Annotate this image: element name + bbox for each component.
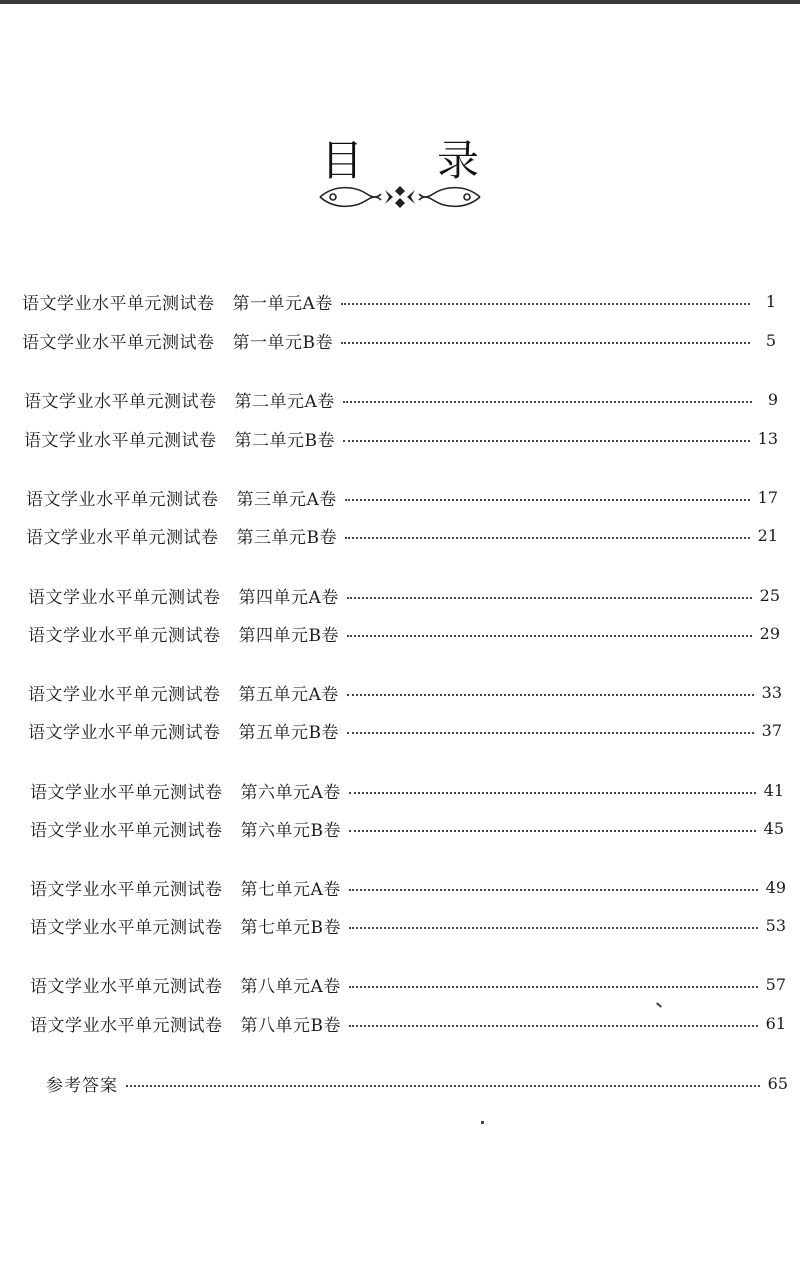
toc-page-number: 49 (765, 877, 786, 897)
toc-series: 语文学业水平单元测试卷 (30, 782, 223, 803)
dot-leader (349, 927, 758, 929)
toc-entry[interactable] (30, 813, 784, 843)
toc-unit: 第八单元A卷 (240, 976, 341, 997)
toc-page-number: 61 (765, 1013, 786, 1033)
toc-page-number: 9 (767, 389, 778, 409)
dot-leader (347, 635, 752, 637)
toc-page-number: 5 (765, 330, 776, 350)
toc-page-number: 25 (759, 585, 780, 605)
toc-entry[interactable] (30, 775, 784, 805)
toc-page-number: 41 (763, 780, 784, 800)
toc-page-number: 45 (763, 818, 784, 838)
dot-leader (347, 597, 752, 599)
toc-series: 语文学业水平单元测试卷 (24, 430, 217, 451)
toc-entry[interactable] (24, 384, 778, 414)
toc-series: 语文学业水平单元测试卷 (30, 1015, 223, 1036)
toc-series: 语文学业水平单元测试卷 (28, 684, 221, 705)
toc-series: 语文学业水平单元测试卷 (28, 625, 221, 646)
dot-leader (349, 830, 756, 832)
dot-leader (343, 440, 750, 442)
toc-unit: 第一单元A卷 (232, 293, 333, 314)
toc-entry[interactable] (26, 482, 778, 512)
toc-unit: 第七单元B卷 (240, 917, 341, 938)
toc-page-number: 17 (757, 487, 778, 507)
toc-entry[interactable] (30, 1008, 786, 1038)
toc-series: 语文学业水平单元测试卷 (22, 332, 215, 353)
toc-entry[interactable] (22, 286, 776, 316)
toc-page-number: 57 (765, 974, 786, 994)
toc-unit: 第五单元B卷 (238, 722, 339, 743)
toc-series: 语文学业水平单元测试卷 (30, 879, 223, 900)
dot-leader (349, 1025, 758, 1027)
toc-page-number: 13 (757, 428, 778, 448)
dot-leader (341, 303, 750, 305)
toc-series: 语文学业水平单元测试卷 (26, 489, 219, 510)
toc-page-number: 21 (757, 525, 778, 545)
toc-entry[interactable] (24, 423, 778, 453)
toc-unit: 第七单元A卷 (240, 879, 341, 900)
dot-leader (347, 732, 754, 734)
toc-unit: 第八单元B卷 (240, 1015, 341, 1036)
toc-unit: 第五单元A卷 (238, 684, 339, 705)
toc-entry[interactable] (28, 677, 782, 707)
toc-entry[interactable] (28, 715, 782, 745)
toc-unit: 第三单元B卷 (236, 527, 337, 548)
toc-page-number: 1 (765, 291, 776, 311)
toc-unit: 第二单元B卷 (234, 430, 335, 451)
toc-series: 语文学业水平单元测试卷 (30, 917, 223, 938)
toc-series: 语文学业水平单元测试卷 (30, 820, 223, 841)
toc-entry[interactable] (22, 325, 776, 355)
dot-leader (341, 342, 750, 344)
toc-unit: 第六单元A卷 (240, 782, 341, 803)
toc-entry[interactable] (30, 872, 786, 902)
toc-unit: 第一单元B卷 (232, 332, 333, 353)
dot-leader (347, 694, 754, 696)
dot-leader (345, 537, 750, 539)
dot-leader (349, 986, 758, 988)
dot-leader (126, 1085, 760, 1087)
toc-page-number: 29 (759, 623, 780, 643)
toc-unit: 第三单元A卷 (236, 489, 337, 510)
toc-entry[interactable] (30, 969, 786, 999)
toc-entry[interactable] (30, 910, 786, 940)
toc-unit: 第六单元B卷 (240, 820, 341, 841)
scan-speck (481, 1121, 484, 1124)
toc-series: 语文学业水平单元测试卷 (26, 527, 219, 548)
toc-unit: 第二单元A卷 (234, 391, 335, 412)
toc-answers-label: 参考答案 (46, 1075, 118, 1096)
toc-entry[interactable] (28, 580, 780, 610)
dot-leader (349, 792, 756, 794)
toc-series: 语文学业水平单元测试卷 (22, 293, 215, 314)
toc-entry[interactable] (28, 618, 780, 648)
dot-leader (345, 499, 750, 501)
toc-unit: 第四单元A卷 (238, 587, 339, 608)
toc-page-number: 37 (761, 720, 782, 740)
toc-page-number: 33 (761, 682, 782, 702)
toc-page-number: 65 (767, 1073, 788, 1093)
toc-series: 语文学业水平单元测试卷 (30, 976, 223, 997)
toc-page-number: 53 (765, 915, 786, 935)
toc-entry-answers[interactable] (46, 1068, 788, 1098)
page-title: 目录 (320, 136, 553, 185)
toc-series: 语文学业水平单元测试卷 (28, 722, 221, 743)
toc-entry[interactable] (26, 520, 778, 550)
toc-unit: 第四单元B卷 (238, 625, 339, 646)
dot-leader (343, 401, 752, 403)
toc-series: 语文学业水平单元测试卷 (24, 391, 217, 412)
toc-series: 语文学业水平单元测试卷 (28, 587, 221, 608)
dot-leader (349, 889, 758, 891)
